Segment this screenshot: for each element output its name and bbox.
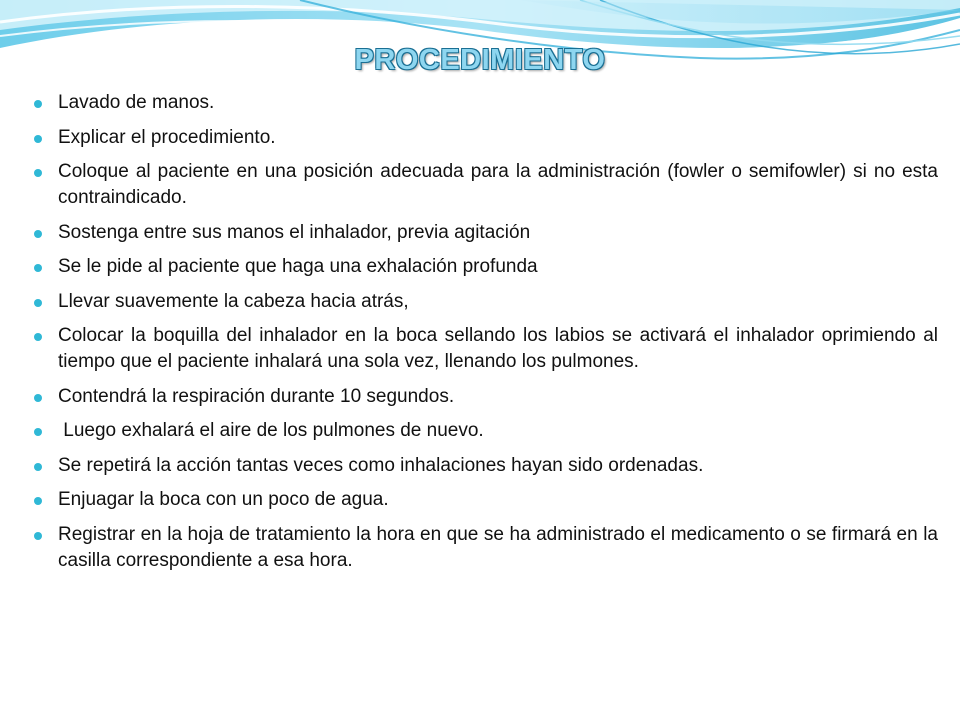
list-item-text: Enjuagar la boca con un poco de agua. [58, 489, 389, 510]
bullet-icon [34, 463, 42, 471]
list-item [34, 159, 938, 211]
bullet-icon [34, 394, 42, 402]
list-item-text: Explicar el procedimiento. [58, 126, 276, 148]
list-item-text: Sostenga entre sus manos el inhalador, previa agitación [58, 221, 531, 243]
list-item-text: Coloque al paciente en una posición adecuada para la administración (fowler o semifowler) si no esta contraindicado. [58, 161, 938, 208]
bullet-icon [34, 299, 42, 307]
list-item [34, 289, 938, 315]
list-item [34, 220, 938, 246]
list-item-text: Contendrá la respiración durante 10 segundos. [58, 385, 455, 407]
list-item [34, 522, 938, 574]
bullet-icon [34, 230, 42, 238]
bullet-icon [34, 428, 42, 436]
list-item-text: Colocar la boquilla del inhalador en la boca sellando los labios se activará el inhalador oprimiendo al tiempo que el paciente inhalará una sola vez, llenando los pulmones. [58, 325, 938, 372]
slide-title: PROCEDIMIENTO [354, 44, 606, 76]
list-item [34, 125, 938, 151]
list-item [34, 487, 938, 513]
bullet-icon [34, 532, 42, 540]
bullet-icon [34, 264, 42, 272]
list-item [34, 418, 938, 444]
list-item [34, 453, 938, 479]
bullet-icon [34, 169, 42, 177]
bullet-icon [34, 497, 42, 505]
list-item [34, 384, 938, 410]
bullet-icon [34, 333, 42, 341]
list-item-text: Se le pide al paciente que haga una exhalación profunda [58, 256, 538, 277]
list-item [34, 254, 938, 280]
list-item-text: Se repetirá la acción tantas veces como inhalaciones hayan sido ordenadas. [58, 454, 704, 476]
list-item-text: Registrar en la hoja de tratamiento la hora en que se ha administrado el medicamento o se firmará en la casilla correspondiente a esa hora. [58, 523, 938, 571]
bullet-icon [34, 100, 42, 108]
list-item [34, 90, 938, 116]
list-item-text: Luego exhalará el aire de los pulmones de nuevo. [58, 420, 484, 441]
bullet-icon [34, 135, 42, 143]
procedure-steps-list [34, 90, 938, 582]
list-item [34, 323, 938, 375]
list-item-text: Lavado de manos. [58, 92, 215, 113]
list-item-text: Llevar suavemente la cabeza hacia atrás, [58, 290, 409, 312]
